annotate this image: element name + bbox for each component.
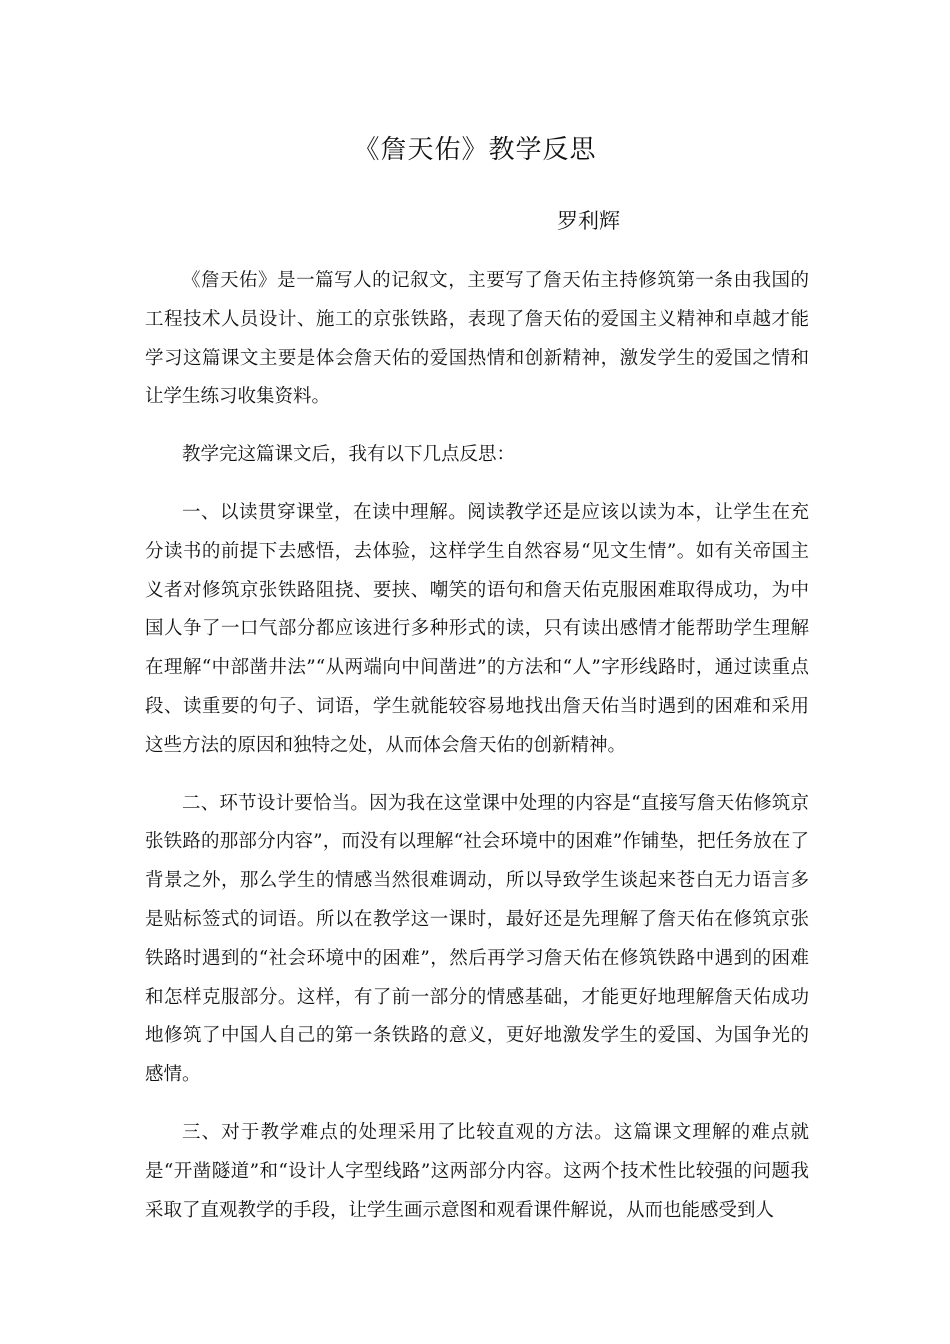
paragraph-intro: 《詹天佑》是一篇写人的记叙文，主要写了詹天佑主持修筑第一条由我国的工程技术人员设计、施工的京张铁路，表现了詹天佑的爱国主义精神和卓越才能学习这篇课文主要是体会詹天佑的爱国热情和创新精神，激发学生的爱国之情和让学生练习收集资料。 — [145, 270, 809, 408]
paragraph-reflection-lead: 教学完这篇课文后，我有以下几点反思： — [182, 444, 516, 466]
paragraph-point-one: 一、以读贯穿课堂，在读中理解。阅读教学还是应该以读为本，让学生在充分读书的前提下去感悟，去体验，这样学生自然容易“见文生情”。如有关帝国主义者对修筑京张铁路阻挠、要挟、嘲笑的语句和詹天佑克服困难取得成功，为中国人争了一口气部分都应该进行多种形式的读，只有读出感情才能帮助学生理解在理解“中部凿井法”“从两端向中间凿进”的方法和“人”字形线路时，通过读重点段、读重要的句子、词语，学生就能较容易地找出詹天佑当时遇到的困难和采用这些方法的原因和独特之处，从而体会詹天佑的创新精神。 — [145, 501, 809, 756]
paragraph-point-two: 二、环节设计要恰当。因为我在这堂课中处理的内容是“直接写詹天佑修筑京张铁路的那部分内容”，而没有以理解“社会环境中的困难”作铺垫，把任务放在了背景之外，那么学生的情感当然很难调动，所以导致学生谈起来苍白无力语言多是贴标签式的词语。所以在教学这一课时，最好还是先理解了詹天佑在修筑京张铁路时遇到的“社会环境中的困难”，然后再学习詹天佑在修筑铁路中遇到的困难和怎样克服部分。这样，有了前一部分的情感基础，才能更好地理解詹天佑成功地修筑了中国人自己的第一条铁路的意义，更好地激发学生的爱国、为国争光的感情。 — [145, 792, 809, 1086]
author-name: 罗利辉 — [557, 209, 620, 233]
document-title: 《詹天佑》教学反思 — [353, 135, 597, 165]
document-body — [145, 262, 809, 1249]
paragraph-point-three: 三、对于教学难点的处理采用了比较直观的方法。这篇课文理解的难点就是“开凿隧道”和“设计人字型线路”这两部分内容。这两个技术性比较强的问题我采取了直观教学的手段，让学生画示意图和观看课件解说，从而也能感受到人 — [145, 1121, 809, 1221]
